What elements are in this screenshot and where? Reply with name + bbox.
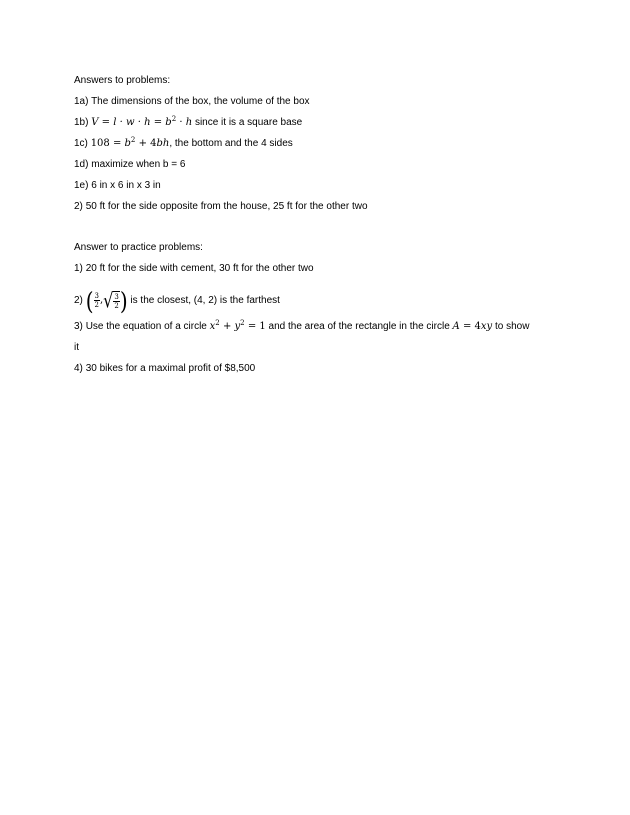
item-text: 30 bikes for a maximal profit of $8,500 — [85, 363, 256, 374]
item-text: , the bottom and the 4 sides — [169, 138, 293, 149]
item-label: 4) — [74, 363, 83, 374]
answer-2 — [74, 200, 368, 214]
practice-answer-1 — [74, 262, 314, 276]
item-label: 1e) — [74, 180, 89, 191]
item-text: since it is a square base — [194, 117, 303, 128]
answer-1e — [74, 179, 161, 193]
item-label: 2) — [74, 201, 83, 212]
practice-answer-3 — [74, 320, 529, 334]
math-surface-formula: 108 = — [90, 138, 125, 149]
item-text: to show — [494, 321, 530, 332]
item-text: and the area of the rectangle in the circle — [268, 321, 450, 332]
math-closest-point: ( $\frac{3}{2}$ , √ $\frac{3}{2}$ ) — [85, 286, 128, 315]
heading-text: Answer to practice problems: — [74, 242, 203, 253]
math-area-formula: A = 4xy — [452, 321, 493, 332]
item-label: 1c) — [74, 138, 88, 149]
answer-1a — [74, 95, 310, 109]
heading-text: Answers to problems: — [74, 75, 171, 86]
item-label: 2) — [74, 295, 83, 307]
item-text: 6 in x 6 in x 3 in — [91, 180, 161, 191]
item-text: it — [74, 342, 79, 353]
item-text: 20 ft for the side with cement, 30 ft for the other two — [85, 263, 314, 274]
item-label: 1) — [74, 263, 83, 274]
item-text: is the closest, (4, 2) is the farthest — [130, 295, 280, 307]
math-volume-formula: V — [91, 117, 99, 128]
item-text: 50 ft for the side opposite from the house, 25 ft for the other two — [85, 201, 368, 212]
section-heading-answers — [74, 74, 170, 88]
item-label: 1b) — [74, 117, 89, 128]
practice-answer-3-continued — [74, 341, 79, 355]
item-text: Use the equation of a circle — [85, 321, 207, 332]
item-label: 1d) — [74, 159, 89, 170]
item-text: The dimensions of the box, the volume of the box — [91, 96, 310, 107]
practice-answer-4 — [74, 362, 255, 376]
answer-1c: 1c) $108 = b^2 + 4bh$, the bottom and the 4 sides — [74, 136, 293, 149]
item-text: maximize when b = 6 — [91, 159, 186, 170]
answer-1b: 1b) $V = l \cdot w \cdot h = b^2 \cdot h$ since it is a square base — [74, 115, 303, 128]
math-circle-equation: $x^2 + y^2 = 1$ — [209, 319, 266, 332]
item-label: 3) — [74, 321, 83, 332]
section-heading-practice — [74, 241, 203, 255]
practice-answer-2 — [74, 286, 280, 315]
answer-1d — [74, 158, 185, 172]
item-label: 1a) — [74, 96, 89, 107]
